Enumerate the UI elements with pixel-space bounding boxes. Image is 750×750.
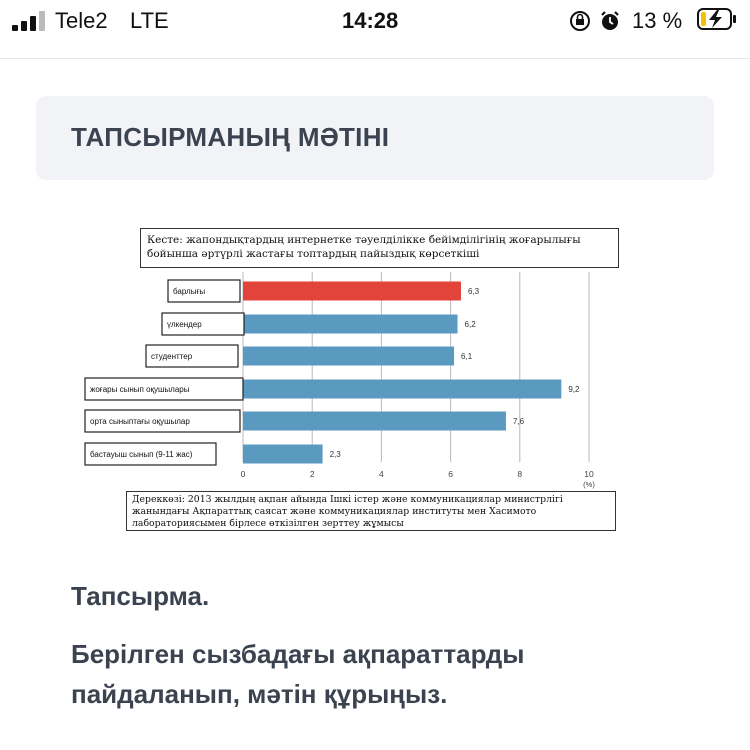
network-type: LTE — [130, 8, 169, 33]
bar-value-label: 6,1 — [461, 352, 473, 361]
bar — [243, 282, 461, 301]
bar-value-label: 6,2 — [464, 320, 476, 329]
battery-charging-icon — [697, 8, 737, 30]
x-tick-label: 6 — [448, 469, 453, 479]
bar — [243, 380, 561, 399]
bar — [243, 445, 323, 464]
x-tick-label: 0 — [240, 469, 246, 479]
x-tick-label: 4 — [379, 469, 384, 479]
status-time: 14:28 — [342, 8, 399, 33]
category-label: бастауыш сынып (9-11 жас) — [90, 450, 193, 459]
bar — [243, 412, 506, 431]
orientation-lock-icon — [571, 12, 589, 30]
category-label: жоғары сынып оқушылары — [90, 385, 190, 394]
category-label: студенттер — [151, 352, 193, 361]
page-title: ТАПСЫРМАНЫҢ МӘТІНІ — [71, 122, 390, 152]
chart-caption: Кесте: жапондықтардың интернетке тәуелділікке бейімділігінің жоғарылығы бойынша әртүрлі жастағы топтардың пайыздық көрсеткіші — [140, 228, 619, 268]
status-icons — [568, 9, 628, 33]
x-tick-label: 8 — [517, 469, 523, 479]
alarm-icon — [602, 12, 618, 30]
bar-value-label: 6,3 — [467, 287, 480, 296]
x-unit-label: (%) — [583, 480, 595, 489]
category-label: орта сыныптағы оқушылар — [90, 417, 190, 426]
carrier-name: Tele2 — [55, 8, 108, 33]
category-label: барлығы — [173, 287, 206, 296]
x-tick-label: 2 — [309, 469, 315, 479]
bar-value-label: 9,2 — [568, 385, 580, 394]
chart-source: Дереккөзі: 2013 жылдың ақпан айында Ішкі істер және коммуникациялар министрлігі жанындағы Ақпараттық саясат және коммуникациялар институты мен Хасимото лабораториясымен бірлесе өткізілген зерттеу жұмысы — [126, 491, 616, 531]
bar-value-label: 7,6 — [512, 417, 525, 426]
status-divider — [0, 58, 750, 59]
task-title: Тапсырма. — [71, 581, 210, 611]
bar-chart — [80, 224, 620, 536]
bar — [243, 315, 458, 334]
battery-percent: 13 % — [632, 8, 683, 33]
signal-bars-icon — [12, 11, 48, 31]
task-body: Берілген сызбадағы ақпараттарды пайдаланып, мәтін құрыңыз. — [71, 639, 525, 709]
bar — [243, 347, 454, 366]
category-label: үлкендер — [167, 320, 202, 329]
x-tick-label: 10 — [584, 469, 594, 479]
chart-figure — [80, 224, 620, 536]
bar-value-label: 2,3 — [329, 450, 341, 459]
status-bar — [0, 0, 750, 42]
task-text-header — [36, 96, 714, 180]
